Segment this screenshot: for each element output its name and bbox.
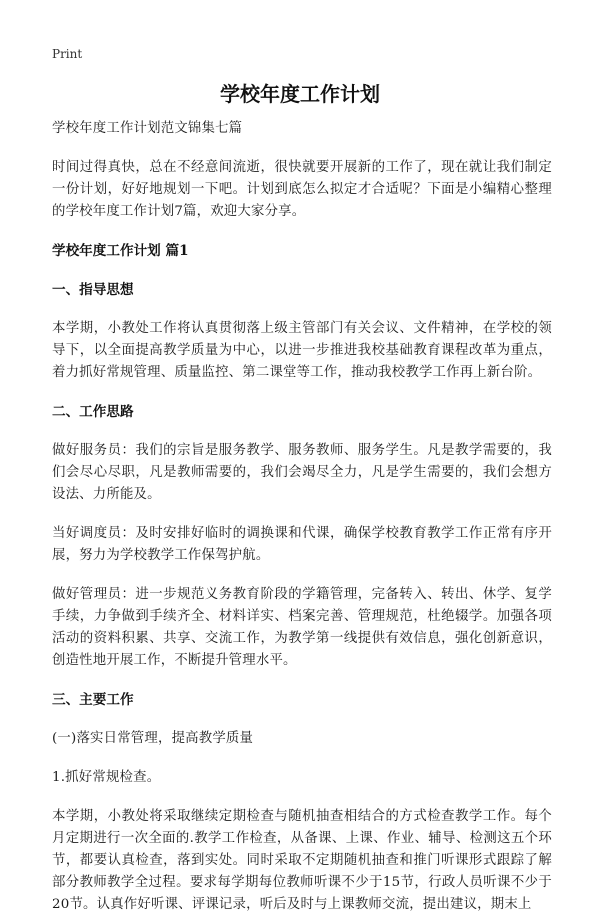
intro-paragraph: 时间过得真快，总在不经意间流逝，很快就要开展新的工作了，现在就让我们制定一份计划，好好地规划一下吧。计划到底怎么拟定才合适呢？下面是小编精心整理的学校年度工作计划7篇，欢迎大家分享。 (52, 160, 552, 219)
paragraph-scheduling: 当好调度员：及时安排好临时的调换课和代课，确保学校教育教学工作正常有序开展，努力为学校教学工作保驾护航。 (52, 526, 552, 563)
document-title: 学校年度工作计划 (220, 82, 380, 106)
paragraph-management: 做好管理员：进一步规范义务教育阶段的学籍管理，完备转入、转出、休学、复学手续，力争做到手续齐全、材料详实、档案完善、管理规范，杜绝辍学。加强各项活动的资料积累、共享、交流工作，为教学第一线提供有效信息，强化创新意识，创造性地开展工作，不断提升管理水平。 (52, 587, 552, 668)
paragraph-routine-inspection: 1.抓好常规检查。 (52, 770, 161, 785)
paragraph-guiding-ideology: 本学期，小教处工作将认真贯彻落上级主管部门有关会议、文件精神，在学校的领导下，以全面提高教学质量为中心，以进一步推进我校基础教育课程改革为重点，着力抓好常规管理、质量监控、第二课堂等工作，推动我校教学工作再上新台阶。 (52, 321, 552, 380)
heading-guiding-ideology: 一、指导思想 (52, 282, 134, 298)
heading-work-approach: 二、工作思路 (52, 404, 134, 420)
paragraph-service: 做好服务员：我们的宗旨是服务教学、服务教师、服务学生。凡是教学需要的，我们会尽心尽职，凡是教师需要的，我们会竭尽全力，凡是学生需要的，我们会想方设法、力所能及。 (52, 443, 552, 502)
document-body (52, 118, 552, 912)
paragraph-subheading-daily-management: (一)落实日常管理，提高教学质量 (52, 731, 254, 746)
section-title: 学校年度工作计划 篇1 (52, 243, 189, 259)
print-label: Print (52, 47, 83, 61)
heading-main-work: 三、主要工作 (52, 692, 134, 708)
paragraph-inspection-details: 本学期，小教处将采取继续定期检查与随机抽查相结合的方式检查教学工作。每个月定期进行一次全面的.教学工作检查，从备课、上课、作业、辅导、检测这五个环节，都要认真检查，落到实处。同时采取不定期随机抽查和推门听课形式跟踪了解部分教师教学全过程。要求每学期每位教师听课不少于15节，行政人员听课不少于20节。认真作好听课、评课记录，听后及时与上课教师交流，提出建议，期末上 (52, 809, 552, 912)
subtitle: 学校年度工作计划范文锦集七篇 (52, 121, 243, 136)
